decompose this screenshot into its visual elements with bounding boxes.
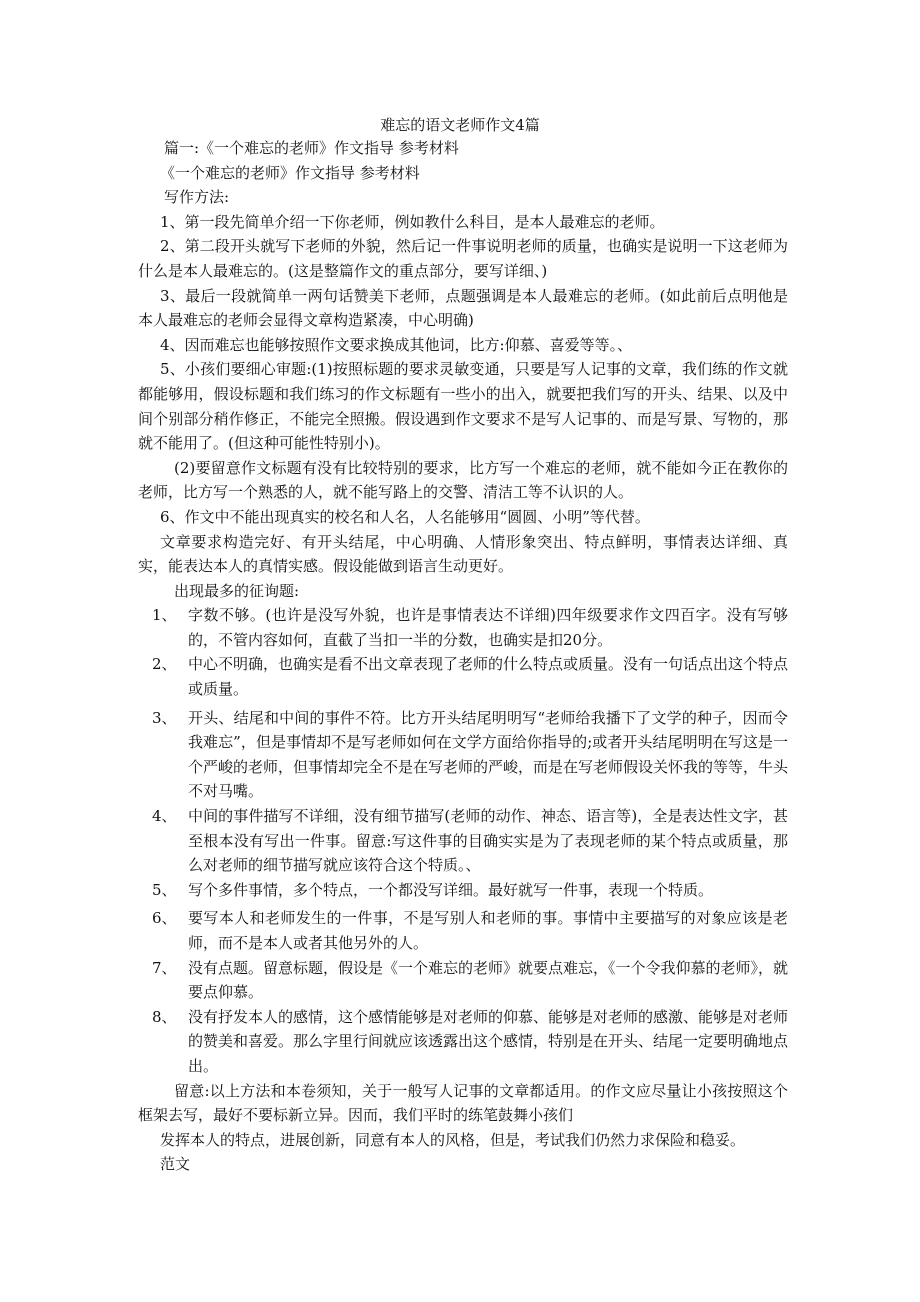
- method-label: 写作方法:: [164, 188, 230, 207]
- sub-heading: 《一个难忘的老师》作文指导 参考材料: [160, 163, 420, 182]
- list-item-text: 中心不明确，也确实是看不出文章表现了老师的什么特点或质量。没有一句话点出这个特点或质量。: [188, 655, 789, 699]
- method-paragraph: 2、第二段开头就写下老师的外貌，然后记一件事说明老师的质量，也确实是说明一下这老师为什么是本人最难忘的。(这是整篇作文的重点部分，要写详细、): [138, 237, 788, 280]
- list-item-number: 1、: [152, 606, 177, 625]
- document-body: [138, 136, 788, 1177]
- list-item: [152, 878, 788, 903]
- method-paragraph: 1、第一段先简单介绍一下你老师，例如教什么科目，是本人最难忘的老师。: [160, 212, 665, 231]
- list-item-text: 要写本人和老师发生的一件事，不是写别人和老师的事。事情中主要描写的对象应该是老师，而不是本人或者其他另外的人。: [188, 909, 788, 952]
- method-paragraph: 4、因而难忘也能够按照作文要求换成其他词，比方:仰慕、喜爱等等。、: [160, 335, 633, 354]
- method-paragraph: 5、小孩们要细心审题:(1)按照标题的要求灵敏变通，只要是写人记事的文章，我们练的作文就都能够用，假设标题和我们练习的作文标题有一些小的出入，就要把我们写的开头、结果、以及中间个别部分稍作修正，不能完全照搬。假设遇到作文要求不是写人记事的、而是写景、写物的，那就不能用了。(但这种可能性特别小)。: [138, 360, 788, 453]
- list-item: [152, 906, 788, 955]
- list-item: [152, 652, 788, 701]
- list-item-number: 7、: [152, 958, 177, 977]
- note-paragraph: 留意:以上方法和本卷须知，关于一般写人记事的文章都适用。的作文应尽量让小孩按照这个框架去写，最好不要标新立异。因而，我们平时的练笔鼓舞小孩们: [138, 1081, 788, 1125]
- list-item: [152, 1005, 788, 1079]
- list-item-text: 中间的事件描写不详细，没有细节描写(老师的动作、神态、语言等)，全是表达性文字，甚至根本没有写出一件事。留意:写这件事的目确实实是为了表现老师的某个特点或质量，那么对老师的细节描写就应该符合这个特质。、: [188, 807, 788, 875]
- list-item-number: 6、: [152, 909, 177, 928]
- list-item-number: 2、: [152, 655, 177, 674]
- list-item-number: 5、: [152, 880, 177, 899]
- list-item-number: 4、: [152, 807, 177, 826]
- list-item: [152, 804, 788, 878]
- issues-list: [138, 603, 788, 1078]
- method-paragraph: 6、作文中不能出现真实的校名和人名，人名能够用“圆圆、小明”等代替。: [160, 507, 650, 526]
- list-item-text: 没有点题。留意标题，假设是《一个难忘的老师》就要点难忘，《一个令我仰慕的老师》，就要点仰慕。: [188, 958, 789, 1002]
- method-paragraph: (2)要留意作文标题有没有比较特别的要求，比方写一个难忘的老师，就不能如今正在教你的老师，比方写一个熟悉的人，就不能写路上的交警、清洁工等不认识的人。: [138, 458, 788, 502]
- list-item: [152, 706, 788, 804]
- list-item-text: 字数不够。(也许是没写外貌，也许是事情表达不详细)四年级要求作文四百字。没有写够的，不管内容如何，直截了当扣一半的分数，也确实是扣20分。: [188, 606, 788, 649]
- note-paragraph-continued: 发挥本人的特点，进展创新，同意有本人的风格，但是，考试我们仍然力求保险和稳妥。: [160, 1130, 746, 1149]
- method-paragraph: 文章要求构造完好、有开头结尾，中心明确、人情形象突出、特点鲜明，事情表达详细、真实，能表达本人的真情实感。假设能做到语言生动更好。: [138, 532, 788, 576]
- list-item: [152, 603, 788, 652]
- list-item-number: 8、: [152, 1007, 177, 1026]
- list-item-number: 3、: [152, 708, 177, 727]
- list-item-text: 开头、结尾和中间的事件不符。比方开头结尾明明写“老师给我播下了文学的种子，因而令我难忘”，但是事情却不是写老师如何在文学方面给你指导的;或者开头结尾明明在写这是一个严峻的老师，但事情却完全不是在写老师的严峻，而是在写老师假设关怀我的等等，牛头不对马嘴。: [188, 708, 789, 801]
- issues-label: 出现最多的征询题:: [174, 581, 300, 600]
- sample-label: 范文: [160, 1155, 191, 1174]
- method-paragraph: 3、最后一段就简单一两句话赞美下老师，点题强调是本人最难忘的老师。(如此前后点明他是本人最难忘的老师会显得文章构造紧凑，中心明确): [138, 286, 788, 330]
- document-title: 难忘的语文老师作文4篇: [380, 116, 540, 134]
- list-item-text: 没有抒发本人的感情，这个感情能够是对老师的仰慕、能够是对老师的感激、能够是对老师的赞美和喜爱。那么字里行间就应该透露出这个感情，特别是在开头、结尾一定要明确地点出。: [188, 1007, 789, 1075]
- part1-heading: 篇一:《一个难忘的老师》作文指导 参考材料: [164, 139, 459, 157]
- list-item: [152, 956, 788, 1005]
- list-item-text: 写个多件事情，多个特点，一个都没写详细。最好就写一件事，表现一个特质。: [188, 880, 714, 899]
